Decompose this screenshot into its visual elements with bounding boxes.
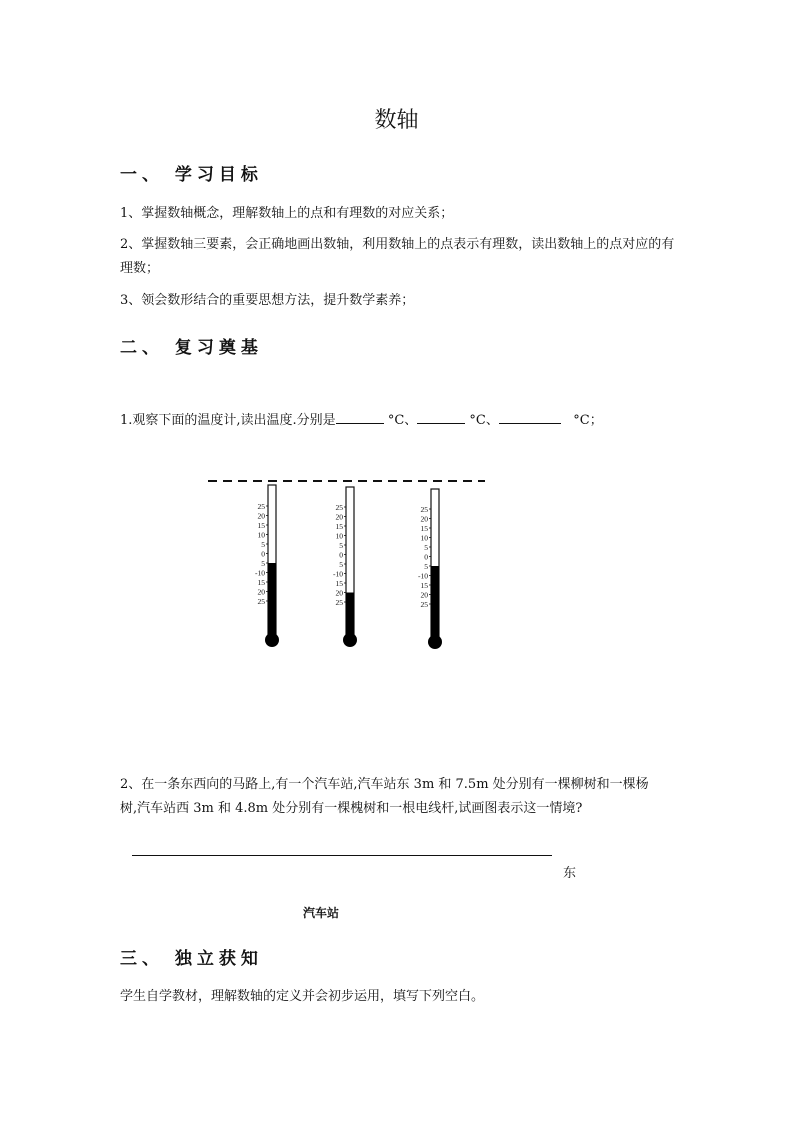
- answer-blank-2[interactable]: [417, 409, 465, 424]
- question-1-prefix: 1.观察下面的温度计,读出温度.分别是: [120, 413, 336, 428]
- thermometer-2-tick-label: 20: [335, 512, 343, 522]
- question-3: 学生自学教材，理解数轴的定义并会初步运用，填写下列空白。: [120, 989, 485, 1004]
- bus-station-label: 汽车站: [303, 906, 340, 920]
- goal-item-2: 2、掌握数轴三要素，会正确地画出数轴，利用数轴上的点表示有理数，读出数轴上的点对应的有理数；: [120, 237, 675, 276]
- unit-label-2: °C、: [469, 413, 499, 428]
- thermometer-2-tick-label: 25: [335, 598, 343, 607]
- question-2: 2、在一条东西向的马路上,有一个汽车站,汽车站东 3m 和 7.5m 处分别有一棵柳树和一棵杨树,汽车站西 3m 和 4.8m 处分别有一棵槐树和一根电线杆,试画图表示这一情境?: [120, 777, 649, 816]
- thermometer-3-tick-label: 15: [420, 524, 428, 533]
- thermometer-3-tick-label: 5: [424, 543, 428, 552]
- thermometer-1-tick-label: 20: [257, 587, 265, 597]
- section-heading-self-study: 三、 独立获知: [120, 949, 263, 969]
- thermometer-figure: [200, 470, 500, 660]
- page-title: 数轴: [374, 108, 419, 133]
- unit-label-3: °C；: [573, 413, 603, 428]
- thermometers: [255, 485, 442, 649]
- thermometer-1-tick-label: 5: [261, 540, 265, 549]
- thermometer-1-tick-label: 5: [261, 559, 265, 568]
- thermometer-1-tick-label: 0: [261, 549, 265, 559]
- thermometer-2-tick-label: -10: [333, 569, 343, 579]
- thermometer-1-tick-label: 10: [257, 530, 265, 540]
- thermometer-3-tick-label: 0: [424, 552, 428, 562]
- thermometer-2-tick-label: 15: [335, 522, 343, 531]
- thermometer-2-tick-label: 20: [335, 588, 343, 598]
- thermometer-1-tick-label: 15: [257, 578, 265, 587]
- section-heading-goals: 一、 学习目标: [120, 165, 263, 185]
- east-label: 东: [563, 866, 577, 881]
- thermometer-3-tick-label: 10: [420, 533, 428, 543]
- thermometer-1-tick-label: 20: [257, 511, 265, 521]
- thermometer-3-tick-label: -10: [418, 571, 428, 581]
- thermometer-2-tick-label: 0: [339, 550, 343, 560]
- thermometer-1-tick-label: 15: [257, 521, 265, 530]
- thermometer-1-tick-label: -10: [255, 568, 265, 578]
- answer-blank-3[interactable]: [499, 409, 561, 424]
- thermometer-2-tick-label: 5: [339, 541, 343, 550]
- thermometer-3-tick-label: 15: [420, 581, 428, 590]
- thermometer-1-bulb: [265, 633, 279, 647]
- thermometer-3-bulb: [428, 635, 442, 649]
- thermometer-2-tick-label: 25: [335, 503, 343, 512]
- thermometer-3-mercury: [431, 566, 439, 637]
- answer-blank-1[interactable]: [336, 409, 384, 424]
- thermometer-3-tick-label: 20: [420, 514, 428, 524]
- thermometer-3-tick-label: 20: [420, 590, 428, 600]
- section-heading-review: 二、 复习奠基: [120, 338, 263, 358]
- road-line: [132, 855, 552, 856]
- thermometer-3-tick-label: 25: [420, 505, 428, 514]
- thermometer-2-bulb: [343, 633, 357, 647]
- thermometer-1-tick-label: 25: [257, 502, 265, 511]
- thermometer-2-mercury: [346, 593, 354, 636]
- thermometer-3-tick-label: 5: [424, 562, 428, 571]
- question-1: [120, 409, 740, 433]
- thermometer-1-mercury: [268, 563, 276, 635]
- thermometer-1-tick-label: 25: [257, 597, 265, 606]
- thermometer-3-tick-label: 25: [420, 600, 428, 609]
- goal-item-1: 1、掌握数轴概念，理解数轴上的点和有理数的对应关系；: [120, 206, 454, 221]
- thermometer-2-tick-label: 5: [339, 560, 343, 569]
- unit-label-1: °C、: [387, 413, 418, 428]
- goal-item-3: 3、领会数形结合的重要思想方法，提升数学素养；: [120, 293, 415, 308]
- thermometer-2-tick-label: 10: [335, 531, 343, 541]
- thermometer-2-tick-label: 15: [335, 579, 343, 588]
